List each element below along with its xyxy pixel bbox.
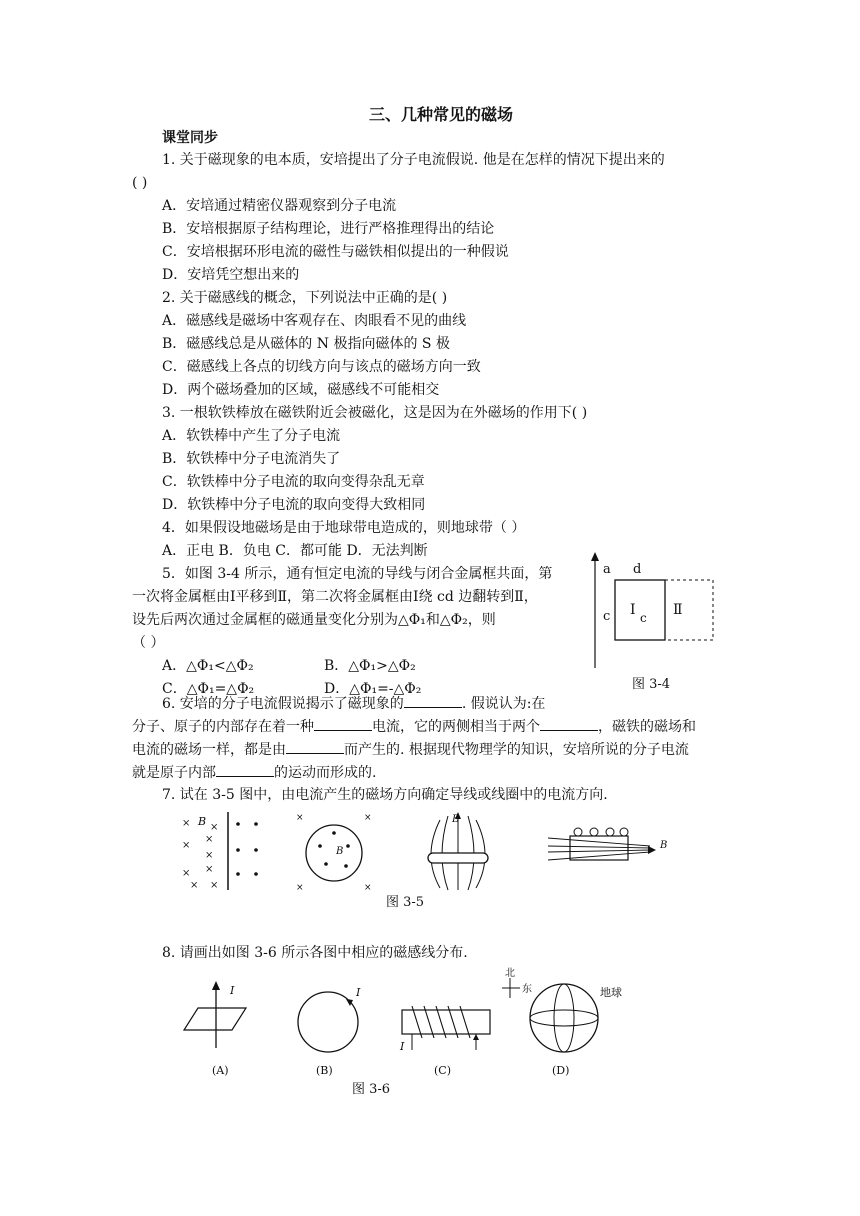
x-mark: ×: [205, 834, 214, 845]
q5-line-3: 设先后两次通过金属框的磁通量变化分别为△Φ₁和△Φ₂，则: [132, 612, 496, 628]
arrow-up-icon: [212, 981, 220, 990]
q6-text-7: 而产生的. 根据现代物理学的知识，安培所说的分子电流: [344, 742, 689, 758]
label-i: I: [230, 984, 235, 997]
label-one: Ⅰ: [630, 602, 636, 618]
q5-option-d: D．△Φ₁=-△Φ₂: [324, 681, 422, 697]
fig-3-6-panel-d: [502, 967, 622, 1077]
q2-option-d: D．两个磁场叠加的区域，磁感线不可能相交: [162, 382, 440, 398]
fig-3-5-panel-3: [428, 812, 488, 890]
figure-3-4-caption: 图 3-4: [632, 677, 671, 692]
earth-globe: [530, 984, 598, 1052]
q6-text-5: ，磁铁的磁场和: [598, 719, 696, 735]
q1-option-a: A．安培通过精密仪器观察到分子电流: [162, 198, 397, 214]
q5-line-1: 5．如图 3-4 所示，通有恒定电流的导线与闭合金属框共面，第: [162, 566, 553, 582]
x-mark: ×: [182, 868, 191, 879]
x-mark: ×: [182, 840, 191, 851]
label-i: I: [356, 986, 361, 999]
q6-line-2: [132, 716, 696, 737]
q2-option-a: A．磁感线是磁场中客观存在、肉眼看不见的曲线: [162, 313, 467, 329]
q6-text-2: . 假说认为:在: [461, 696, 546, 712]
q3-stem: 3. 一根软铁棒放在磁铁附近会被磁化，这是因为在外磁场的作用下( ): [162, 405, 588, 421]
dot-mark: [254, 872, 258, 876]
arrow-up-icon: [473, 1034, 479, 1040]
dot-mark: [254, 822, 258, 826]
label-i: I: [400, 1040, 405, 1053]
q3-option-d: D．软铁棒中分子电流的取向变得大致相同: [162, 497, 426, 513]
label-north: 北: [505, 968, 515, 979]
sub-label-c: (C): [434, 1064, 451, 1077]
answer-blank-4[interactable]: [286, 739, 344, 754]
answer-blank-2[interactable]: [314, 716, 372, 731]
label-two: Ⅱ: [673, 602, 683, 618]
dot-mark: [344, 864, 348, 868]
dot-mark: [324, 862, 328, 866]
figure-3-4: [585, 552, 725, 670]
dot-mark: [236, 848, 240, 852]
q6-line-3: [132, 739, 689, 760]
q7-stem: 7. 试在 3-5 图中，由电流产生的磁场方向确定导线或线圈中的电流方向.: [162, 787, 608, 803]
label-b: B: [198, 815, 207, 828]
figure-3-6: [176, 966, 646, 1078]
q1-option-b: B．安培根据原子结构理论，进行严格推理得出的结论: [162, 221, 495, 237]
plane: [184, 1008, 246, 1030]
coil-turn: [574, 828, 582, 836]
q6-text-1: 6. 安培的分子电流假说揭示了磁现象的: [162, 696, 404, 712]
field-line: [548, 838, 650, 846]
q5-option-a: A．△Φ₁<△Φ₂: [162, 658, 254, 674]
x-mark: ×: [364, 813, 372, 823]
q3-option-c: C．软铁棒中分子电流的取向变得杂乱无章: [162, 474, 425, 490]
solenoid-core: [402, 1010, 490, 1034]
coil-turn: [620, 828, 628, 836]
label-d: d: [633, 562, 642, 577]
q6-line-4: [132, 762, 376, 783]
x-mark: ×: [182, 818, 191, 829]
x-mark: ×: [205, 850, 214, 861]
frame-one: [615, 580, 665, 640]
fig-3-6-panel-b: [298, 986, 361, 1077]
q6-text-3: 分子、原子的内部存在着一种: [132, 719, 314, 735]
x-mark: ×: [210, 822, 219, 833]
figure-3-5-caption: 图 3-5: [386, 895, 425, 910]
label-earth: 地球: [600, 986, 622, 999]
q1-option-d: D．安培凭空想出来的: [162, 267, 300, 283]
fig-3-5-panel-4: [548, 828, 667, 860]
label-b: B: [660, 840, 668, 851]
dot-mark: [318, 844, 322, 848]
dot-mark: [346, 844, 350, 848]
q1-option-c: C．安培根据环形电流的磁性与磁铁相似提出的一种假说: [162, 244, 509, 260]
q5-line-2: 一次将金属框由Ⅰ平移到Ⅱ，第二次将金属框由Ⅰ绕 cd 边翻转到Ⅱ，: [132, 589, 538, 605]
q1-paren: ( ): [132, 175, 148, 191]
label-b: B: [452, 814, 460, 825]
sub-label-d: (D): [552, 1064, 570, 1077]
fig-3-5-panel-1: [182, 812, 258, 891]
figure-3-5: [170, 808, 690, 892]
coil-turn: [606, 828, 614, 836]
q6-text-6: 电流的磁场一样，都是由: [132, 742, 286, 758]
x-mark: ×: [205, 864, 214, 875]
answer-blank-3[interactable]: [540, 716, 598, 731]
current-arrow-icon: [591, 552, 599, 561]
q6-line-1: [162, 693, 545, 714]
q2-option-b: B．磁感线总是从磁体的 N 极指向磁体的 S 极: [162, 336, 450, 352]
q1-stem: 1. 关于磁现象的电本质，安培提出了分子电流假说. 他是在怎样的情况下提出来的: [162, 152, 665, 168]
equator: [530, 1010, 598, 1026]
field-line: [548, 846, 650, 848]
q6-text-8: 就是原子内部: [132, 765, 216, 781]
answer-blank-5[interactable]: [216, 762, 274, 777]
fig-3-5-panel-2: [296, 813, 372, 892]
fig-3-6-panel-c: [399, 1006, 490, 1077]
label-a: a: [603, 562, 611, 577]
section-heading: 课堂同步: [162, 130, 218, 146]
q4-options: A．正电 B．负电 C．都可能 D．无法判断: [162, 543, 428, 559]
sub-label-a: (A): [212, 1064, 229, 1077]
field-line: [548, 852, 650, 860]
label-east: 东: [522, 984, 532, 995]
x-mark: ×: [210, 880, 219, 891]
dot-mark: [254, 848, 258, 852]
figure-3-6-caption: 图 3-6: [352, 1082, 391, 1097]
q6-text-4: 电流，它的两侧相当于两个: [372, 719, 540, 735]
label-b: B: [336, 846, 344, 857]
q2-option-c: C．磁感线上各点的切线方向与该点的磁场方向一致: [162, 359, 481, 375]
fig-3-6-panel-a: [184, 981, 246, 1077]
dot-mark: [332, 831, 336, 835]
q2-stem: 2. 关于磁感线的概念，下列说法中正确的是( ): [162, 290, 448, 306]
coil-winding: [412, 1006, 470, 1038]
q6-text-9: 的运动而形成的.: [274, 765, 377, 781]
dot-mark: [236, 872, 240, 876]
q5-option-b: B．△Φ₁>△Φ₂: [324, 658, 416, 674]
x-mark: ×: [296, 883, 304, 892]
page-title: 三、几种常见的磁场: [369, 105, 514, 124]
sub-label-b: (B): [316, 1064, 333, 1077]
x-mark: ×: [296, 813, 304, 823]
coil-turn: [590, 828, 598, 836]
q5-option-c: C．△Φ₁=△Φ₂: [162, 681, 255, 697]
q3-option-b: B．软铁棒中分子电流消失了: [162, 451, 341, 467]
dot-mark: [236, 822, 240, 826]
q4-stem: 4．如果假设地磁场是由于地球带电造成的，则地球带（ ）: [162, 520, 526, 536]
label-c-inner: c: [640, 611, 647, 625]
current-ring: [428, 853, 488, 863]
arrow-right-icon: [648, 846, 656, 854]
x-mark: ×: [364, 883, 372, 892]
field-line: [548, 850, 650, 852]
x-mark: ×: [190, 880, 199, 891]
q8-stem: 8. 请画出如图 3-6 所示各图中相应的磁感线分布.: [162, 945, 468, 961]
q3-option-a: A．软铁棒中产生了分子电流: [162, 428, 341, 444]
meridian: [554, 984, 574, 1052]
label-c-left: c: [603, 609, 611, 624]
q5-paren: （ ）: [132, 635, 165, 651]
answer-blank-1[interactable]: [404, 693, 462, 708]
